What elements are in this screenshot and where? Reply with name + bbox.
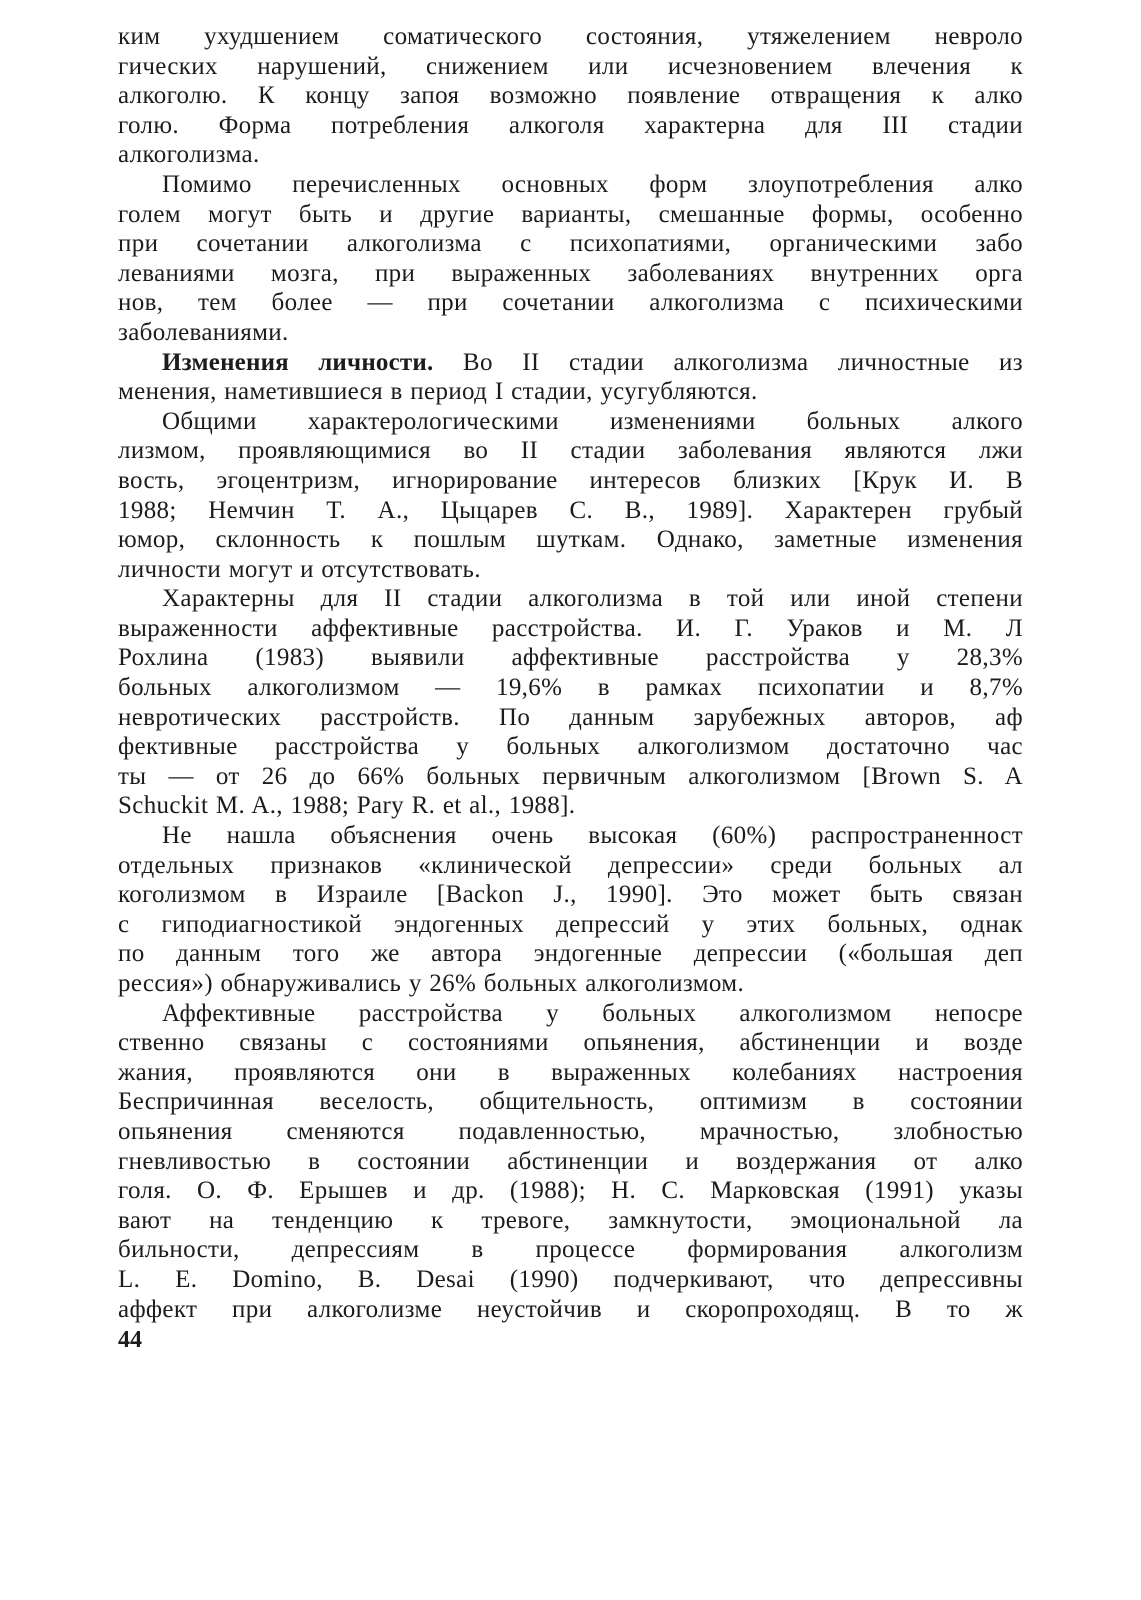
paragraph-7 [118, 999, 1023, 1325]
text-line: при сочетании алкоголизма с психопатиями, органическими забо [118, 230, 1023, 258]
text-line: ственно связаны с состояниями опьянения, абстиненции и возде [118, 1029, 1023, 1057]
text-line: юмор, склонность к пошлым шуткам. Однако, заметные изменения [118, 526, 1023, 554]
text-line: ты — от 26 до 66% больных первичным алкоголизмом [Brown S. A [118, 762, 1023, 790]
paragraph-5 [118, 584, 1023, 821]
text-line: алкоголизма. [118, 141, 260, 169]
text-line: Schuckit M. A., 1988; Pary R. et al., 1988]. [118, 792, 576, 820]
text-line: голя. О. Ф. Ерышев и др. (1988); Н. С. Марковская (1991) указы [118, 1177, 1023, 1205]
text-line: леваниями мозга, при выраженных заболеваниях внутренних орга [118, 259, 1023, 287]
text-line: голем могут быть и другие варианты, смешанные формы, особенно [118, 200, 1023, 228]
text-line: опьянения сменяются подавленностью, мрачностью, злобностью [118, 1117, 1023, 1145]
section-heading: Изменения личности. [162, 348, 434, 376]
text-line: коголизмом в Израиле [Backon J., 1990]. Это может быть связан [118, 881, 1023, 909]
paragraph-3 [118, 348, 1023, 407]
text-line: L. E. Domino, B. Desai (1990) подчеркивают, что депрессивны [118, 1265, 1023, 1293]
text-line: Беспричинная веселость, общительность, оптимизм в состоянии [118, 1088, 1023, 1116]
paragraph-4 [118, 407, 1023, 585]
text-line: гических нарушений, снижением или исчезновением влечения к [118, 52, 1023, 80]
text-line: Помимо перечисленных основных форм злоупотребления алко [162, 170, 1023, 198]
text-line: рессия») обнаруживались у 26% больных алкоголизмом. [118, 970, 745, 997]
body-text [118, 22, 1023, 1324]
text-line: Общими характерологическими изменениями больных алкого [162, 407, 1023, 435]
text-line: личности могут и отсутствовать. [118, 555, 481, 583]
text-line: невротических расстройств. По данным зарубежных авторов, аф [118, 703, 1023, 731]
text-line: выраженности аффективные расстройства. И. Г. Ураков и М. Л [118, 614, 1023, 642]
text-line [118, 348, 1023, 378]
text-line: по данным того же автора эндогенные депрессии («большая деп [118, 940, 1023, 968]
text-line: гневливостью в состоянии абстиненции и воздержания от алко [118, 1147, 1023, 1175]
text-line: лизмом, проявляющимися во II стадии заболевания являются лжи [118, 437, 1023, 465]
paragraph-1 [118, 22, 1023, 170]
paragraph-6 [118, 821, 1023, 999]
text-line: бильности, депрессиям в процессе формирования алкоголизм [118, 1236, 1023, 1264]
text-line: аффект при алкоголизме неустойчив и скоропроходящ. В то ж [118, 1295, 1023, 1323]
text-line: Рохлина (1983) выявили аффективные расстройства у 28,3% [118, 644, 1023, 672]
text-fragment: Во II стадии алкоголизма личностные из [433, 348, 1023, 376]
text-line: алкоголю. К концу запоя возможно появление отвращения к алко [118, 82, 1023, 110]
text-line: жания, проявляются они в выраженных колебаниях настроения [118, 1058, 1023, 1086]
text-line: Не нашла объяснения очень высокая (60%) распространенност [162, 822, 1023, 850]
text-line: заболеваниями. [118, 318, 289, 346]
text-line: 1988; Немчин Т. А., Цыцарев С. В., 1989]. Характерен грубый [118, 496, 1023, 524]
text-line: вают на тенденцию к тревоге, замкнутости, эмоциональной ла [118, 1206, 1023, 1234]
text-line: ким ухудшением соматического состояния, утяжелением невролo [118, 23, 1023, 50]
text-line: Характерны для II стадии алкоголизма в той или иной степени [162, 585, 1023, 613]
paragraph-2 [118, 170, 1023, 348]
text-line: с гиподиагностикой эндогенных депрессий у этих больных, однак [118, 910, 1023, 938]
text-line: отдельных признаков «клинической депрессии» среди больных ал [118, 851, 1023, 879]
text-line: менения, наметившиеся в период I стадии, усугубляются. [118, 378, 758, 406]
text-line: Аффективные расстройства у больных алкоголизмом непосре [162, 999, 1023, 1027]
page-number: 44 [118, 1327, 142, 1353]
text-line: фективные расстройства у больных алкоголизмом достаточно час [118, 733, 1023, 761]
text-line: больных алкоголизмом — 19,6% в рамках психопатии и 8,7% [118, 674, 1023, 702]
text-line: вость, эгоцентризм, игнорирование интересов близких [Крук И. В [118, 466, 1023, 494]
text-line: нов, тем более — при сочетании алкоголизма с психическими [118, 289, 1023, 317]
text-line: голю. Форма потребления алкоголя характерна для III стадии [118, 111, 1023, 139]
